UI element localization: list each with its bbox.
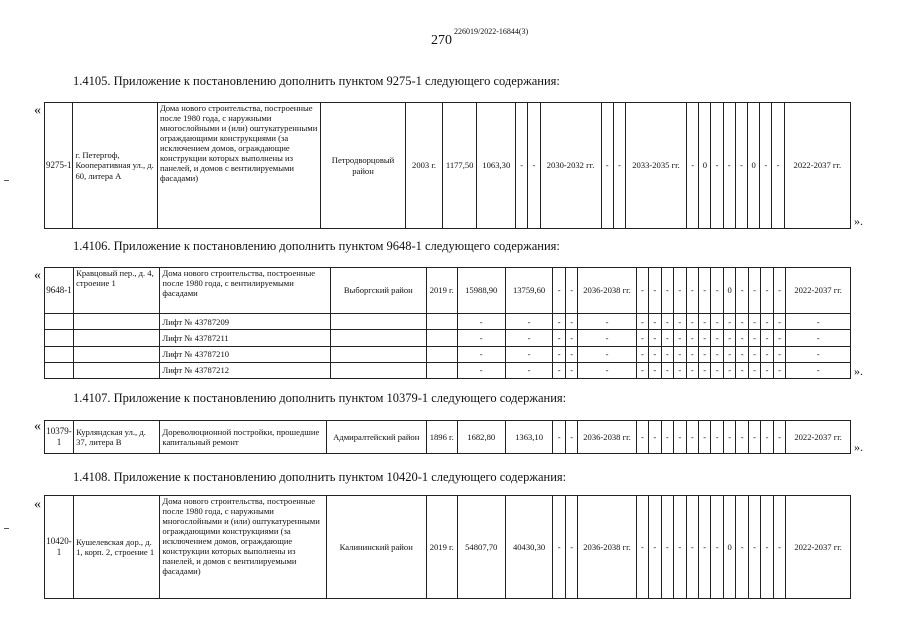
table-4107 — [44, 420, 851, 454]
period-cell: 2036-2038 гг. — [578, 268, 636, 314]
year-cell: 1896 г. — [426, 421, 457, 454]
empty-cell — [45, 362, 74, 378]
dash-cell: - — [723, 103, 735, 229]
dash-cell: - — [649, 314, 661, 330]
dash-cell: - — [636, 362, 648, 378]
dash-cell: - — [457, 330, 505, 346]
empty-cell — [74, 346, 160, 362]
dash-cell: - — [565, 314, 577, 330]
dash-cell: - — [773, 314, 785, 330]
dash-cell: - — [686, 330, 698, 346]
category-cell: Дома нового строительства, построенные после 1980 года, с вентилируемыми фасадами — [160, 268, 331, 314]
empty-cell — [426, 346, 457, 362]
dash-cell: - — [748, 330, 760, 346]
dash-cell: - — [686, 346, 698, 362]
area-living-cell: 13759,60 — [505, 268, 553, 314]
dash-cell: - — [674, 421, 686, 454]
dash-cell: - — [649, 330, 661, 346]
dash-cell: - — [686, 314, 698, 330]
dash-cell: - — [636, 421, 648, 454]
dash-cell: - — [553, 346, 565, 362]
dash-cell: - — [649, 421, 661, 454]
dash-cell: - — [761, 362, 773, 378]
dash-cell: - — [748, 421, 760, 454]
dash-cell: - — [674, 496, 686, 599]
dash-cell: - — [711, 268, 723, 314]
opening-quote: « — [34, 103, 41, 118]
dash-cell: - — [553, 268, 565, 314]
item-number: 10420-1 — [45, 496, 74, 599]
zero-cell: 0 — [723, 268, 735, 314]
dash-cell: - — [786, 362, 851, 378]
dash-cell: - — [699, 421, 711, 454]
empty-cell — [45, 346, 74, 362]
dash-cell: - — [711, 496, 723, 599]
dash-cell: - — [565, 268, 577, 314]
dash-cell: - — [736, 362, 748, 378]
dash-cell: - — [649, 268, 661, 314]
dash-cell: - — [736, 496, 748, 599]
dash-cell: - — [711, 330, 723, 346]
section-heading-4107: 1.4107. Приложение к постановлению дополнить пунктом 10379-1 следующего содержания: — [73, 391, 567, 405]
dash-cell: - — [674, 362, 686, 378]
document-code: 226019/2022-16844(3) — [454, 27, 529, 36]
dash-cell: - — [687, 103, 699, 229]
dash-cell: - — [505, 362, 553, 378]
zero-cell: 0 — [699, 103, 711, 229]
dash-cell: - — [723, 421, 735, 454]
category-cell: Дома нового строительства, построенные после 1980 года, с наружными многослойными и (или) оштукатуренными ограждающими конструкциями (за исключением домов, ограждающие конструкции которых выполнены из панелей, и домов с вентилируемыми фасадами) — [160, 496, 326, 599]
empty-cell — [330, 330, 426, 346]
dash-cell: - — [723, 362, 735, 378]
area-living-cell: 40430,30 — [505, 496, 553, 599]
dash-cell: - — [736, 330, 748, 346]
dash-cell: - — [711, 103, 723, 229]
dash-cell: - — [723, 314, 735, 330]
dash-cell: - — [674, 346, 686, 362]
area-total-cell: 54807,70 — [457, 496, 505, 599]
dash-cell: - — [565, 421, 577, 454]
dash-cell: - — [773, 268, 785, 314]
dash-cell: - — [723, 330, 735, 346]
empty-cell — [426, 362, 457, 378]
opening-quote: « — [34, 268, 41, 283]
year-cell: 2019 г. — [426, 268, 457, 314]
dash-cell: - — [786, 330, 851, 346]
dash-cell: - — [553, 421, 565, 454]
table-row — [45, 103, 851, 229]
dash-cell: - — [505, 330, 553, 346]
dash-cell: - — [661, 330, 673, 346]
year-cell: 2003 г. — [406, 103, 443, 229]
district-cell: Петродворцовый район — [320, 103, 405, 229]
lift-row — [45, 330, 851, 346]
district-cell: Калининский район — [326, 496, 426, 599]
address-cell: Кравцовый пер., д. 4, строение 1 — [74, 268, 160, 314]
item-number: 10379-1 — [45, 421, 74, 454]
dash-cell: - — [736, 346, 748, 362]
dash-cell: - — [773, 330, 785, 346]
lift-label: Лифт № 43787211 — [160, 330, 331, 346]
empty-cell — [74, 330, 160, 346]
section-heading-4106: 1.4106. Приложение к постановлению дополнить пунктом 9648-1 следующего содержания: — [73, 239, 560, 253]
page-number: 270 — [431, 33, 452, 48]
empty-cell — [330, 314, 426, 330]
empty-cell — [330, 362, 426, 378]
dash-cell: - — [457, 362, 505, 378]
period-main-cell: 2022-2037 гг. — [786, 421, 851, 454]
dash-cell: - — [636, 314, 648, 330]
dash-cell: - — [516, 103, 528, 229]
dash-cell: - — [748, 268, 760, 314]
dash-cell: - — [661, 314, 673, 330]
dash-cell: - — [636, 268, 648, 314]
empty-cell — [426, 314, 457, 330]
dash-cell: - — [699, 268, 711, 314]
dash-cell: - — [686, 496, 698, 599]
empty-cell — [45, 330, 74, 346]
dash-cell: - — [699, 314, 711, 330]
table-row — [45, 496, 851, 599]
margin-mark — [4, 528, 9, 529]
lift-label: Лифт № 43787209 — [160, 314, 331, 330]
dash-cell: - — [786, 346, 851, 362]
opening-quote: « — [34, 419, 41, 434]
period-cell: 2033-2035 гг. — [625, 103, 686, 229]
dash-cell: - — [505, 314, 553, 330]
dash-cell: - — [761, 314, 773, 330]
table-4106 — [44, 267, 851, 379]
dash-cell: - — [578, 346, 636, 362]
dash-cell: - — [553, 362, 565, 378]
table-4105 — [44, 102, 851, 229]
dash-cell: - — [748, 496, 760, 599]
dash-cell: - — [661, 421, 673, 454]
category-cell: Дома нового строительства, построенные после 1980 года, с наружными многослойными и (или) оштукатуренными ограждающими конструкциями (за исключением домов, ограждающие конструкции которых выполнены из панелей, и домов с вентилируемыми фасадами) — [157, 103, 320, 229]
margin-mark — [4, 180, 9, 181]
dash-cell: - — [553, 330, 565, 346]
dash-cell: - — [699, 496, 711, 599]
dash-cell: - — [661, 346, 673, 362]
lift-row — [45, 314, 851, 330]
dash-cell: - — [565, 330, 577, 346]
opening-quote: « — [34, 497, 41, 512]
closing-quote: ». — [854, 440, 863, 454]
period-cell: 2030-2032 гг. — [540, 103, 601, 229]
dash-cell: - — [711, 421, 723, 454]
table-row — [45, 268, 851, 314]
dash-cell: - — [773, 421, 785, 454]
dash-cell: - — [699, 346, 711, 362]
dash-cell: - — [748, 362, 760, 378]
dash-cell: - — [699, 330, 711, 346]
dash-cell: - — [686, 362, 698, 378]
dash-cell: - — [748, 346, 760, 362]
area-living-cell: 1363,10 — [505, 421, 553, 454]
category-cell: Дореволюционной постройки, прошедшие капитальный ремонт — [160, 421, 326, 454]
section-heading-4108: 1.4108. Приложение к постановлению дополнить пунктом 10420-1 следующего содержания: — [73, 470, 567, 484]
dash-cell: - — [761, 421, 773, 454]
dash-cell: - — [736, 421, 748, 454]
address-cell: г. Петергоф, Кооперативная ул., д. 60, литера А — [73, 103, 157, 229]
section-heading-4105: 1.4105. Приложение к постановлению дополнить пунктом 9275-1 следующего содержания: — [73, 74, 560, 88]
zero-cell: 0 — [748, 103, 760, 229]
dash-cell: - — [773, 346, 785, 362]
closing-quote: ». — [854, 214, 863, 228]
dash-cell: - — [761, 268, 773, 314]
dash-cell: - — [773, 496, 785, 599]
period-cell: 2036-2038 гг. — [578, 421, 636, 454]
address-cell: Курляндская ул., д. 37, литера В — [74, 421, 160, 454]
table-4108 — [44, 495, 851, 599]
dash-cell: - — [761, 330, 773, 346]
dash-cell: - — [674, 314, 686, 330]
empty-cell — [74, 362, 160, 378]
dash-cell: - — [649, 362, 661, 378]
dash-cell: - — [686, 268, 698, 314]
dash-cell: - — [636, 346, 648, 362]
dash-cell: - — [601, 103, 613, 229]
dash-cell: - — [578, 362, 636, 378]
dash-cell: - — [578, 330, 636, 346]
empty-cell — [330, 346, 426, 362]
empty-cell — [45, 314, 74, 330]
dash-cell: - — [723, 346, 735, 362]
dash-cell: - — [649, 496, 661, 599]
district-cell: Выборгский район — [330, 268, 426, 314]
dash-cell: - — [736, 268, 748, 314]
dash-cell: - — [457, 314, 505, 330]
dash-cell: - — [565, 362, 577, 378]
dash-cell: - — [505, 346, 553, 362]
dash-cell: - — [649, 346, 661, 362]
lift-label: Лифт № 43787210 — [160, 346, 331, 362]
dash-cell: - — [565, 346, 577, 362]
dash-cell: - — [578, 314, 636, 330]
dash-cell: - — [528, 103, 540, 229]
lift-row — [45, 362, 851, 378]
dash-cell: - — [773, 362, 785, 378]
area-total-cell: 15988,90 — [457, 268, 505, 314]
lift-label: Лифт № 43787212 — [160, 362, 331, 378]
address-cell: Кушелевская дор., д. 1, корп. 2, строение 1 — [74, 496, 160, 599]
dash-cell: - — [553, 496, 565, 599]
dash-cell: - — [735, 103, 747, 229]
dash-cell: - — [736, 314, 748, 330]
dash-cell: - — [661, 362, 673, 378]
item-number: 9275-1 — [45, 103, 73, 229]
dash-cell: - — [760, 103, 772, 229]
dash-cell: - — [636, 496, 648, 599]
table-row — [45, 421, 851, 454]
dash-cell: - — [613, 103, 625, 229]
period-cell: 2036-2038 гг. — [578, 496, 636, 599]
dash-cell: - — [674, 268, 686, 314]
dash-cell: - — [761, 496, 773, 599]
district-cell: Адмиралтейский район — [326, 421, 426, 454]
dash-cell: - — [786, 314, 851, 330]
dash-cell: - — [711, 346, 723, 362]
year-cell: 2019 г. — [426, 496, 457, 599]
area-total-cell: 1177,50 — [442, 103, 477, 229]
dash-cell: - — [674, 330, 686, 346]
dash-cell: - — [772, 103, 784, 229]
area-living-cell: 1063,30 — [477, 103, 516, 229]
lift-row — [45, 346, 851, 362]
item-number: 9648-1 — [45, 268, 74, 314]
dash-cell: - — [699, 362, 711, 378]
dash-cell: - — [553, 314, 565, 330]
period-main-cell: 2022-2037 гг. — [784, 103, 850, 229]
dash-cell: - — [748, 314, 760, 330]
empty-cell — [426, 330, 457, 346]
dash-cell: - — [686, 421, 698, 454]
area-total-cell: 1682,80 — [457, 421, 505, 454]
dash-cell: - — [661, 268, 673, 314]
dash-cell: - — [661, 496, 673, 599]
dash-cell: - — [711, 362, 723, 378]
dash-cell: - — [711, 314, 723, 330]
dash-cell: - — [565, 496, 577, 599]
zero-cell: 0 — [723, 496, 735, 599]
dash-cell: - — [761, 346, 773, 362]
empty-cell — [74, 314, 160, 330]
dash-cell: - — [636, 330, 648, 346]
period-main-cell: 2022-2037 гг. — [786, 268, 851, 314]
dash-cell: - — [457, 346, 505, 362]
period-main-cell: 2022-2037 гг. — [786, 496, 851, 599]
closing-quote: ». — [854, 364, 863, 378]
